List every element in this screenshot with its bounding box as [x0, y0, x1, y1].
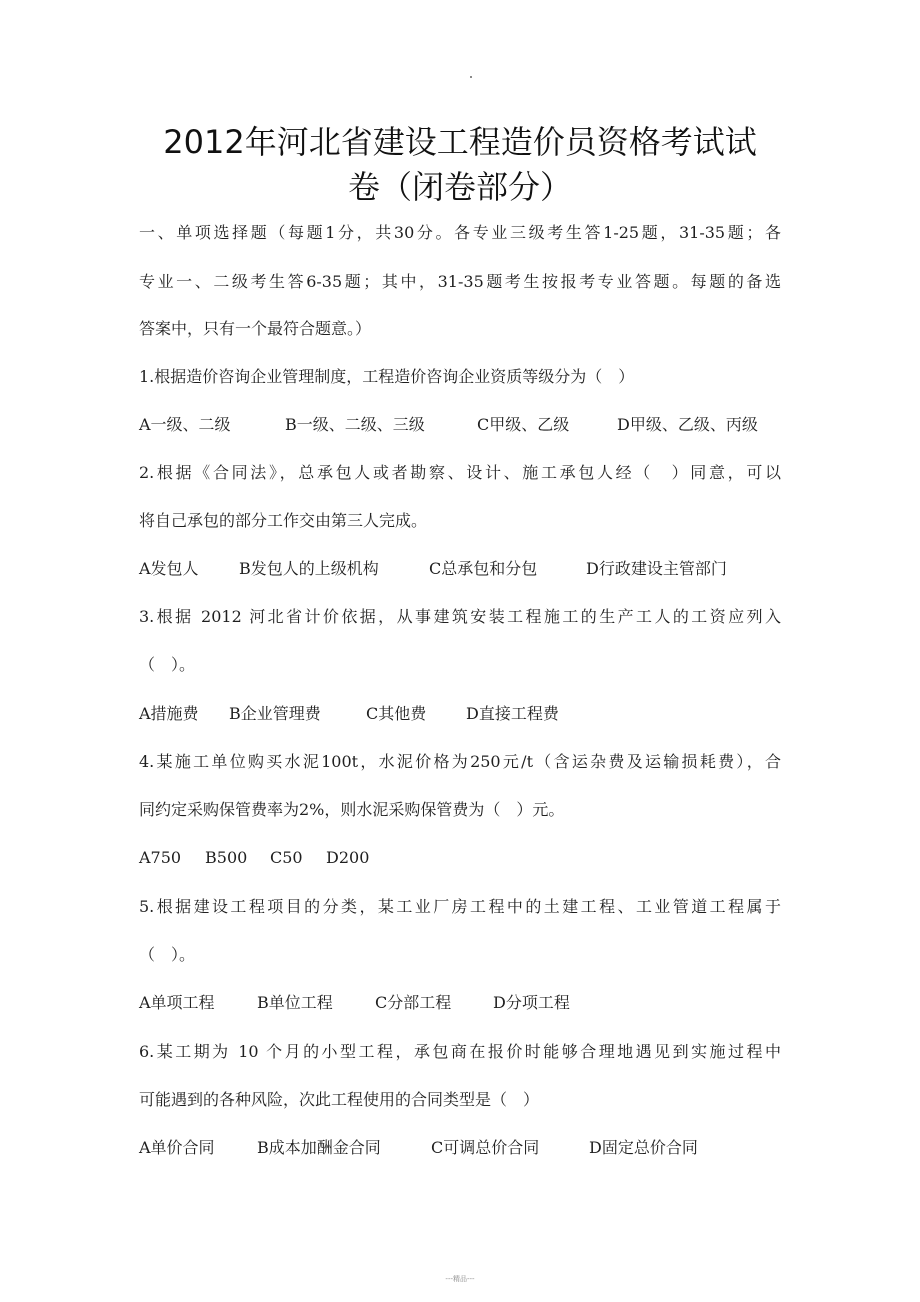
option-d: D分项工程 — [493, 993, 570, 1012]
option-c: C其他费 — [366, 704, 427, 723]
option-b: B单位工程 — [257, 993, 333, 1012]
option-a: A发包人 — [139, 559, 199, 578]
title-line-2: 卷（闭卷部分） — [347, 168, 572, 206]
question-6-line-1: 6.某工期为 10 个月的小型工程，承包商在报价时能够合理地遇见到实施过程中 — [139, 1042, 781, 1061]
intro-line-1: 一、单项选择题（每题1分，共30分。各专业三级考生答1-25题，31-35题；各 — [139, 223, 781, 242]
option-a: A一级、二级 — [139, 415, 231, 434]
option-a: A措施费 — [139, 704, 199, 723]
option-c: C可调总价合同 — [431, 1138, 540, 1157]
option-d: D甲级、乙级、丙级 — [617, 415, 758, 434]
option-c: C总承包和分包 — [429, 559, 538, 578]
question-5-line-1: 5.根据建设工程项目的分类，某工业厂房工程中的土建工程、工业管道工程属于 — [139, 897, 781, 916]
question-5-line-2: （ ）。 — [139, 945, 196, 964]
question-5-options — [139, 992, 781, 1014]
intro-line-3: 答案中，只有一个最符合题意。） — [139, 319, 372, 338]
option-b: B发包人的上级机构 — [239, 559, 379, 578]
question-4-line-2: 同约定采购保管费率为2%，则水泥采购保管费为（ ）元。 — [139, 800, 565, 819]
question-3-line-1: 3.根据 2012 河北省计价依据，从事建筑安装工程施工的生产工人的工资应列入 — [139, 607, 781, 626]
question-6-line-2: 可能遇到的各种风险，次此工程使用的合同类型是（ ） — [139, 1090, 540, 1109]
question-3-line-2: （ ）。 — [139, 655, 196, 674]
question-4-options — [139, 847, 781, 869]
question-4-line-1: 4.某施工单位购买水泥100t，水泥价格为250元/t（含运杂费及运输损耗费），合 — [139, 752, 781, 771]
question-2-line-1: 2.根据《合同法》，总承包人或者勘察、设计、施工承包人经（ ）同意，可以 — [139, 463, 781, 482]
option-d: D固定总价合同 — [589, 1138, 698, 1157]
option-c: C甲级、乙级 — [477, 415, 570, 434]
question-6-options — [139, 1137, 781, 1159]
option-b: B企业管理费 — [229, 704, 321, 723]
option-b: B500 — [205, 848, 248, 867]
question-3-options — [139, 703, 781, 725]
question-2-options — [139, 558, 781, 580]
option-b: B一级、二级、三级 — [285, 415, 425, 434]
option-a: A单价合同 — [139, 1138, 215, 1157]
option-a: A750 — [139, 848, 182, 867]
page-footer: ---精品--- — [445, 1275, 475, 1283]
intro-line-2: 专业一、二级考生答6-35题；其中，31-35题考生按报考专业答题。每题的备选 — [139, 272, 781, 291]
question-1-line-1: 1.根据造价咨询企业管理制度，工程造价咨询企业资质等级分为（ ） — [139, 367, 635, 386]
option-c: C50 — [270, 848, 303, 867]
question-2-line-2: 将自己承包的部分工作交由第三人完成。 — [139, 511, 428, 530]
title-line-1: 2012年河北省建设工程造价员资格考试试 — [163, 123, 757, 161]
option-d: D行政建设主管部门 — [586, 559, 727, 578]
question-1-options — [139, 414, 781, 436]
option-d: D200 — [326, 848, 370, 867]
top-mark — [470, 76, 472, 78]
option-b: B成本加酬金合同 — [257, 1138, 381, 1157]
option-a: A单项工程 — [139, 993, 215, 1012]
option-c: C分部工程 — [375, 993, 452, 1012]
option-d: D直接工程费 — [466, 704, 559, 723]
